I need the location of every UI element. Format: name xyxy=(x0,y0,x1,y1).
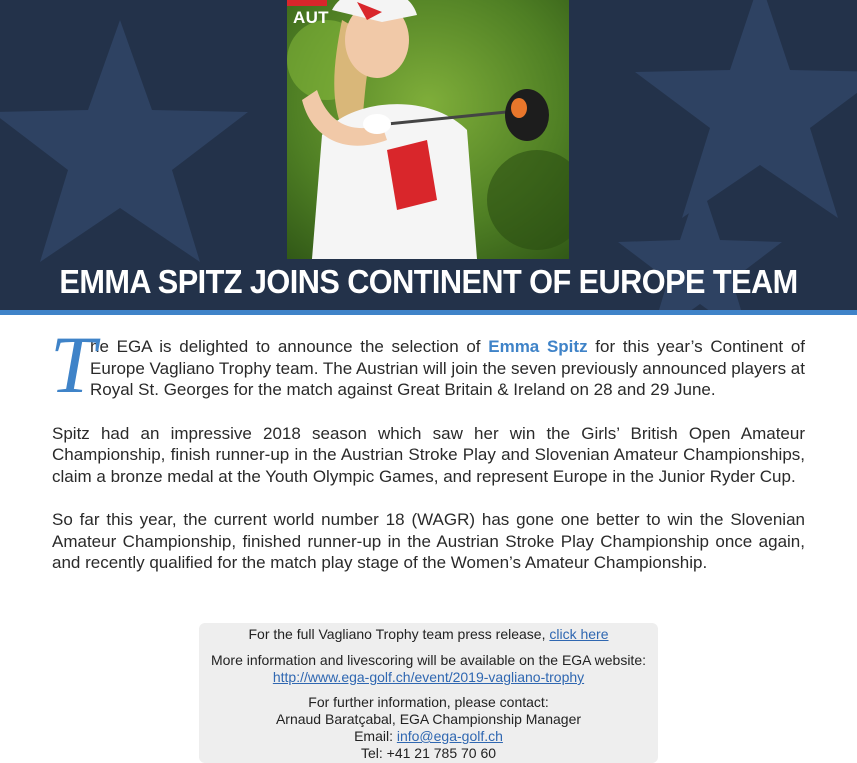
page-title: EMMA SPITZ JOINS CONTINENT OF EUROPE TEAM xyxy=(59,263,798,300)
press-release-link[interactable]: click here xyxy=(549,626,609,642)
header-banner xyxy=(0,0,857,310)
article-paragraph-3: So far this year, the current world number 18 (WAGR) has gone one better to win the Slovenian Amateur Championship, finished runner-up in the Austrian Stroke Play Championship once again, and recently qualified for the match play stage of the Women’s Amateur Championship. xyxy=(52,510,805,572)
country-flag-badge xyxy=(287,0,327,33)
flag-red-stripe xyxy=(287,0,327,6)
player-name-link[interactable]: Emma Spitz xyxy=(488,337,588,356)
press-release-text: For the full Vagliano Trophy team press release, xyxy=(248,626,550,642)
website-info xyxy=(199,652,658,686)
email-label: Email: xyxy=(354,728,397,744)
article-paragraph-1 xyxy=(50,319,805,410)
drop-cap: T xyxy=(50,319,96,410)
contact-phone: Tel: +41 21 785 70 60 xyxy=(360,745,497,761)
article-body xyxy=(50,319,805,596)
event-website-link[interactable]: http://www.ega-golf.ch/event/2019-vagliano-trophy xyxy=(272,669,585,685)
header-accent-rule xyxy=(0,310,857,315)
player-photo xyxy=(287,0,569,259)
email-link[interactable]: info@ega-golf.ch xyxy=(396,728,503,744)
contact-heading: For further information, please contact: xyxy=(308,694,549,710)
paragraph-1-text-continued: for this year’s Continent of Europe Vagliano Trophy team. The Austrian will join the seven previously announced players at Royal St. Georges for the match against Great Britain & Ireland on 28 and 29 June. xyxy=(90,337,805,399)
country-code: AUT xyxy=(293,8,329,27)
contact-info-box xyxy=(199,623,658,763)
press-release-line xyxy=(199,626,658,643)
website-info-text: More information and livescoring will be available on the EGA website: xyxy=(210,652,646,668)
article-paragraph-2: Spitz had an impressive 2018 season which saw her win the Girls’ British Open Amateur Championship, finish runner-up in the Austrian Stroke Play and Slovenian Amateur Championships, claim a bronze medal at the Youth Olympic Games, and represent Europe in the Junior Ryder Cup. xyxy=(52,423,805,486)
contact-email-line xyxy=(199,728,658,745)
paragraph-1-text: he EGA is delighted to announce the selection of xyxy=(90,337,489,356)
contact-person: Arnaud Baratçabal, EGA Championship Manager xyxy=(275,711,582,727)
